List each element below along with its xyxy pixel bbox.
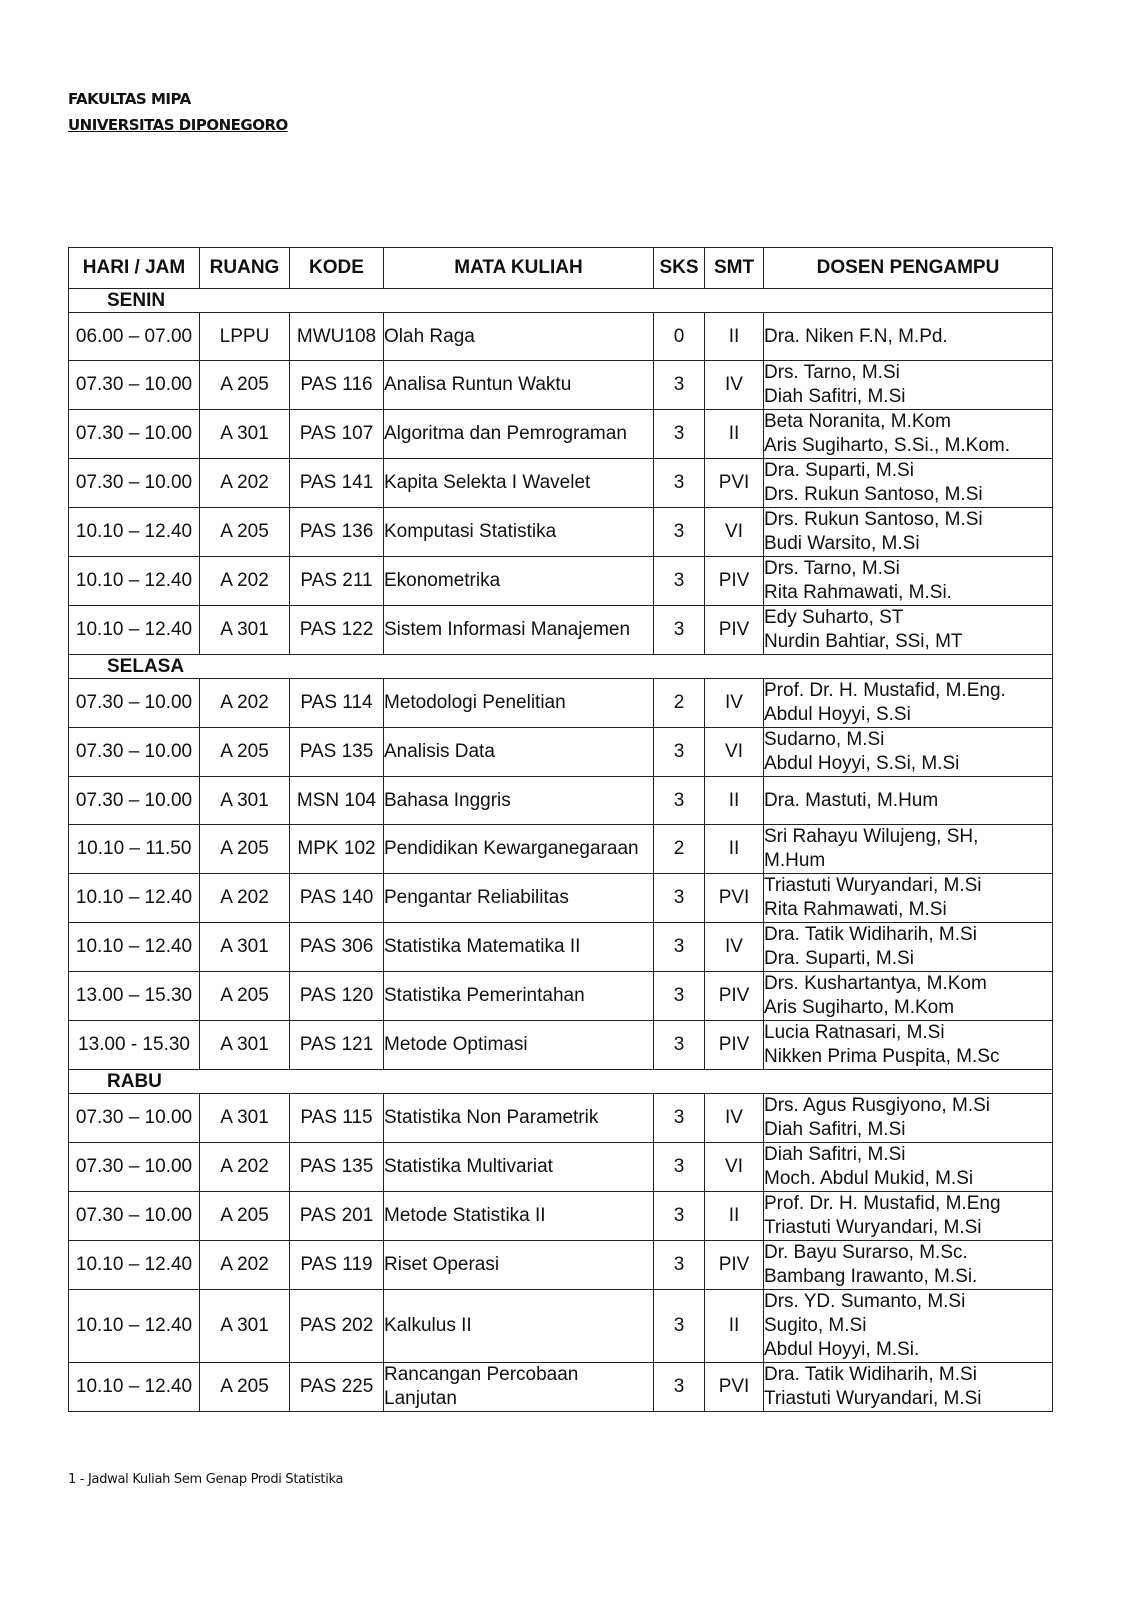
sks-cell: 3 — [654, 557, 705, 606]
lecturer-line: Rita Rahmawati, M.Si. — [764, 582, 952, 603]
time-cell: 07.30 – 10.00 — [69, 1192, 200, 1241]
lecturer-line: Aris Sugiharto, M.Kom — [764, 997, 955, 1018]
room-cell: A 205 — [200, 508, 290, 557]
course-line: Olah Raga — [384, 325, 475, 347]
room-cell: A 205 — [200, 825, 290, 874]
course-cell — [384, 825, 654, 874]
time-cell: 07.30 – 10.00 — [69, 361, 200, 410]
course-line: Algoritma dan Pemrograman — [384, 423, 627, 444]
lecturer-line: Drs. Rukun Santoso, M.Si — [764, 509, 983, 530]
lecturer-cell — [764, 508, 1053, 557]
smt-cell: II — [705, 313, 764, 361]
smt-cell: PIV — [705, 606, 764, 655]
course-cell — [384, 410, 654, 459]
course-line: Metode Statistika II — [384, 1205, 546, 1226]
code-cell: MWU108 — [290, 313, 384, 361]
lecturer-cell — [764, 777, 1053, 825]
col-header-course: MATA KULIAH — [384, 248, 654, 289]
sks-cell: 3 — [654, 1363, 705, 1412]
lecturer-line: Rita Rahmawati, M.Si — [764, 899, 947, 920]
day-label: RABU — [69, 1070, 1053, 1094]
course-cell — [384, 459, 654, 508]
code-cell: PAS 135 — [290, 1143, 384, 1192]
lecturer-cell — [764, 1192, 1053, 1241]
time-cell: 10.10 – 12.40 — [69, 508, 200, 557]
time-cell: 06.00 – 07.00 — [69, 313, 200, 361]
lecturer-cell — [764, 825, 1053, 874]
course-line: Bahasa Inggris — [384, 789, 511, 811]
course-cell — [384, 313, 654, 361]
time-cell: 07.30 – 10.00 — [69, 1143, 200, 1192]
course-cell — [384, 679, 654, 728]
course-line: Metodologi Penelitian — [384, 692, 566, 713]
course-cell — [384, 508, 654, 557]
lecturer-cell — [764, 1363, 1053, 1412]
code-cell: PAS 225 — [290, 1363, 384, 1412]
lecturer-line: Abdul Hoyyi, S.Si, M.Si — [764, 753, 960, 774]
course-cell — [384, 874, 654, 923]
sks-cell: 3 — [654, 874, 705, 923]
lecturer-line: Diah Safitri, M.Si — [764, 1144, 906, 1165]
room-cell: A 205 — [200, 1192, 290, 1241]
room-cell: A 301 — [200, 777, 290, 825]
code-cell: PAS 140 — [290, 874, 384, 923]
day-row — [69, 1070, 1053, 1094]
sks-cell: 3 — [654, 1094, 705, 1143]
table-row — [69, 508, 1053, 557]
code-cell: PAS 119 — [290, 1241, 384, 1290]
col-header-code: KODE — [290, 248, 384, 289]
smt-cell: PVI — [705, 874, 764, 923]
course-cell — [384, 1192, 654, 1241]
lecturer-cell — [764, 361, 1053, 410]
lecturer-line: Drs. Rukun Santoso, M.Si — [764, 484, 983, 505]
sks-cell: 3 — [654, 1192, 705, 1241]
lecturer-line: Dra. Niken F.N, M.Pd. — [764, 325, 948, 347]
faculty-name: FAKULTAS MIPA — [68, 90, 191, 108]
time-cell: 13.00 – 15.30 — [69, 972, 200, 1021]
room-cell: A 202 — [200, 557, 290, 606]
course-line: Statistika Pemerintahan — [384, 985, 585, 1006]
smt-cell: II — [705, 825, 764, 874]
course-line: Analisis Data — [384, 741, 495, 762]
lecturer-line: Drs. Tarno, M.Si — [764, 558, 900, 579]
code-cell: PAS 211 — [290, 557, 384, 606]
document-header — [68, 86, 288, 138]
lecturer-line: Dra. Mastuti, M.Hum — [764, 789, 939, 811]
time-cell: 10.10 – 12.40 — [69, 1290, 200, 1363]
col-header-sks: SKS — [654, 248, 705, 289]
lecturer-line: Sugito, M.Si — [764, 1315, 867, 1336]
smt-cell: IV — [705, 361, 764, 410]
table-row — [69, 1143, 1053, 1192]
table-row — [69, 459, 1053, 508]
course-cell — [384, 1143, 654, 1192]
sks-cell: 3 — [654, 1143, 705, 1192]
course-line: Statistika Matematika II — [384, 936, 581, 957]
course-line: Sistem Informasi Manajemen — [384, 619, 631, 640]
code-cell: MSN 104 — [290, 777, 384, 825]
sks-cell: 3 — [654, 508, 705, 557]
university-name: UNIVERSITAS DIPONEGORO — [68, 116, 288, 134]
lecturer-line: Nurdin Bahtiar, SSi, MT — [764, 631, 963, 652]
lecturer-line: Edy Suharto, ST — [764, 607, 904, 628]
sks-cell: 3 — [654, 1290, 705, 1363]
lecturer-cell — [764, 313, 1053, 361]
day-label: SELASA — [69, 655, 1053, 679]
page-footer: 1 - Jadwal Kuliah Sem Genap Prodi Statistika — [68, 1472, 344, 1487]
room-cell: A 205 — [200, 728, 290, 777]
code-cell: PAS 141 — [290, 459, 384, 508]
lecturer-cell — [764, 972, 1053, 1021]
table-row — [69, 972, 1053, 1021]
time-cell: 10.10 – 12.40 — [69, 606, 200, 655]
table-row — [69, 410, 1053, 459]
course-line: Pendidikan Kewarganegaraan — [384, 838, 639, 859]
col-header-time: HARI / JAM — [69, 248, 200, 289]
lecturer-cell — [764, 1241, 1053, 1290]
lecturer-line: Budi Warsito, M.Si — [764, 533, 920, 554]
lecturer-line: Bambang Irawanto, M.Si. — [764, 1266, 978, 1287]
lecturer-line: Drs. Tarno, M.Si — [764, 362, 900, 383]
col-header-room: RUANG — [200, 248, 290, 289]
room-cell: A 202 — [200, 1241, 290, 1290]
smt-cell: PIV — [705, 557, 764, 606]
room-cell: A 301 — [200, 1290, 290, 1363]
table-row — [69, 874, 1053, 923]
course-line: Kalkulus II — [384, 1315, 472, 1336]
lecturer-line: Sri Rahayu Wilujeng, SH, — [764, 826, 979, 847]
lecturer-cell — [764, 1290, 1053, 1363]
lecturer-line: Dra. Suparti, M.Si — [764, 460, 914, 481]
sks-cell: 3 — [654, 459, 705, 508]
course-cell — [384, 557, 654, 606]
smt-cell: IV — [705, 679, 764, 728]
time-cell: 07.30 – 10.00 — [69, 679, 200, 728]
course-cell — [384, 777, 654, 825]
sks-cell: 3 — [654, 1241, 705, 1290]
time-cell: 10.10 – 12.40 — [69, 557, 200, 606]
course-line: Riset Operasi — [384, 1254, 500, 1275]
course-line: Ekonometrika — [384, 570, 501, 591]
code-cell: PAS 114 — [290, 679, 384, 728]
table-row — [69, 1094, 1053, 1143]
course-cell — [384, 1021, 654, 1070]
table-row — [69, 557, 1053, 606]
course-cell — [384, 606, 654, 655]
table-row — [69, 777, 1053, 825]
lecturer-line: Moch. Abdul Mukid, M.Si — [764, 1168, 974, 1189]
lecturer-line: Prof. Dr. H. Mustafid, M.Eng — [764, 1193, 1001, 1214]
time-cell: 13.00 - 15.30 — [69, 1021, 200, 1070]
lecturer-line: Beta Noranita, M.Kom — [764, 411, 951, 432]
lecturer-cell — [764, 728, 1053, 777]
lecturer-line: Triastuti Wuryandari, M.Si — [764, 1388, 982, 1409]
table-row — [69, 1290, 1053, 1363]
lecturer-cell — [764, 557, 1053, 606]
room-cell: A 202 — [200, 459, 290, 508]
table-row — [69, 606, 1053, 655]
sks-cell: 3 — [654, 728, 705, 777]
room-cell: LPPU — [200, 313, 290, 361]
code-cell: PAS 306 — [290, 923, 384, 972]
lecturer-line: Drs. Kushartantya, M.Kom — [764, 973, 987, 994]
code-cell: PAS 115 — [290, 1094, 384, 1143]
lecturer-line: Prof. Dr. H. Mustafid, M.Eng. — [764, 680, 1006, 701]
lecturer-line: Diah Safitri, M.Si — [764, 386, 906, 407]
course-line: Statistika Non Parametrik — [384, 1107, 599, 1128]
lecturer-cell — [764, 679, 1053, 728]
course-cell — [384, 1290, 654, 1363]
lecturer-line: Diah Safitri, M.Si — [764, 1119, 906, 1140]
time-cell: 07.30 – 10.00 — [69, 410, 200, 459]
day-row — [69, 289, 1053, 313]
col-header-smt: SMT — [705, 248, 764, 289]
course-cell — [384, 1094, 654, 1143]
lecturer-line: Aris Sugiharto, S.Si., M.Kom. — [764, 435, 1011, 456]
table-row — [69, 1363, 1053, 1412]
lecturer-cell — [764, 1094, 1053, 1143]
course-line: Lanjutan — [384, 1388, 457, 1409]
room-cell: A 301 — [200, 923, 290, 972]
smt-cell: II — [705, 410, 764, 459]
sks-cell: 3 — [654, 972, 705, 1021]
room-cell: A 301 — [200, 1094, 290, 1143]
lecturer-line: Triastuti Wuryandari, M.Si — [764, 1217, 982, 1238]
smt-cell: PIV — [705, 972, 764, 1021]
time-cell: 07.30 – 10.00 — [69, 777, 200, 825]
table-row — [69, 923, 1053, 972]
smt-cell: VI — [705, 728, 764, 777]
lecturer-cell — [764, 1143, 1053, 1192]
room-cell: A 205 — [200, 361, 290, 410]
sks-cell: 3 — [654, 923, 705, 972]
course-cell — [384, 361, 654, 410]
code-cell: PAS 122 — [290, 606, 384, 655]
code-cell: MPK 102 — [290, 825, 384, 874]
room-cell: A 205 — [200, 972, 290, 1021]
lecturer-line: Dra. Tatik Widiharih, M.Si — [764, 1364, 977, 1385]
lecturer-line: Dra. Tatik Widiharih, M.Si — [764, 924, 977, 945]
smt-cell: VI — [705, 508, 764, 557]
course-cell — [384, 972, 654, 1021]
code-cell: PAS 120 — [290, 972, 384, 1021]
room-cell: A 202 — [200, 679, 290, 728]
code-cell: PAS 116 — [290, 361, 384, 410]
sks-cell: 3 — [654, 410, 705, 459]
room-cell: A 301 — [200, 410, 290, 459]
time-cell: 10.10 – 12.40 — [69, 1363, 200, 1412]
lecturer-line: M.Hum — [764, 850, 826, 871]
course-cell — [384, 1241, 654, 1290]
day-row — [69, 655, 1053, 679]
lecturer-line: Abdul Hoyyi, S.Si — [764, 704, 911, 725]
lecturer-cell — [764, 410, 1053, 459]
table-row — [69, 1021, 1053, 1070]
col-header-lecturer: DOSEN PENGAMPU — [764, 248, 1053, 289]
course-cell — [384, 923, 654, 972]
schedule-body — [69, 289, 1053, 1412]
smt-cell: PIV — [705, 1241, 764, 1290]
time-cell: 10.10 – 12.40 — [69, 874, 200, 923]
table-header-row — [69, 248, 1053, 289]
smt-cell: II — [705, 1192, 764, 1241]
lecturer-cell — [764, 1021, 1053, 1070]
lecturer-cell — [764, 874, 1053, 923]
time-cell: 07.30 – 10.00 — [69, 459, 200, 508]
room-cell: A 202 — [200, 874, 290, 923]
table-row — [69, 728, 1053, 777]
code-cell: PAS 201 — [290, 1192, 384, 1241]
table-row — [69, 1192, 1053, 1241]
sks-cell: 3 — [654, 606, 705, 655]
table-row — [69, 313, 1053, 361]
course-line: Pengantar Reliabilitas — [384, 887, 569, 908]
smt-cell: VI — [705, 1143, 764, 1192]
lecturer-line: Dra. Suparti, M.Si — [764, 948, 914, 969]
room-cell: A 301 — [200, 606, 290, 655]
course-line: Metode Optimasi — [384, 1034, 528, 1055]
smt-cell: PIV — [705, 1021, 764, 1070]
table-row — [69, 1241, 1053, 1290]
smt-cell: IV — [705, 923, 764, 972]
time-cell: 07.30 – 10.00 — [69, 1094, 200, 1143]
smt-cell: PVI — [705, 459, 764, 508]
room-cell: A 301 — [200, 1021, 290, 1070]
lecturer-line: Dr. Bayu Surarso, M.Sc. — [764, 1242, 968, 1263]
lecturer-line: Nikken Prima Puspita, M.Sc — [764, 1046, 1000, 1067]
lecturer-line: Triastuti Wuryandari, M.Si — [764, 875, 982, 896]
course-line: Komputasi Statistika — [384, 521, 557, 542]
table-row — [69, 679, 1053, 728]
course-line: Statistika Multivariat — [384, 1156, 553, 1177]
time-cell: 10.10 – 11.50 — [69, 825, 200, 874]
sks-cell: 3 — [654, 777, 705, 825]
course-line: Rancangan Percobaan — [384, 1364, 579, 1385]
time-cell: 10.10 – 12.40 — [69, 1241, 200, 1290]
schedule-table — [68, 247, 1053, 1412]
smt-cell: IV — [705, 1094, 764, 1143]
lecturer-cell — [764, 923, 1053, 972]
table-row — [69, 361, 1053, 410]
sks-cell: 2 — [654, 825, 705, 874]
lecturer-cell — [764, 459, 1053, 508]
sks-cell: 3 — [654, 1021, 705, 1070]
lecturer-line: Abdul Hoyyi, M.Si. — [764, 1339, 920, 1360]
course-line: Kapita Selekta I Wavelet — [384, 472, 591, 493]
day-label: SENIN — [69, 289, 1053, 313]
smt-cell: PVI — [705, 1363, 764, 1412]
time-cell: 10.10 – 12.40 — [69, 923, 200, 972]
sks-cell: 2 — [654, 679, 705, 728]
smt-cell: II — [705, 777, 764, 825]
code-cell: PAS 136 — [290, 508, 384, 557]
smt-cell: II — [705, 1290, 764, 1363]
sks-cell: 0 — [654, 313, 705, 361]
course-line: Analisa Runtun Waktu — [384, 374, 572, 395]
code-cell: PAS 121 — [290, 1021, 384, 1070]
time-cell: 07.30 – 10.00 — [69, 728, 200, 777]
table-row — [69, 825, 1053, 874]
course-cell — [384, 1363, 654, 1412]
course-cell — [384, 728, 654, 777]
room-cell: A 205 — [200, 1363, 290, 1412]
code-cell: PAS 135 — [290, 728, 384, 777]
room-cell: A 202 — [200, 1143, 290, 1192]
lecturer-line: Sudarno, M.Si — [764, 729, 885, 750]
lecturer-cell — [764, 606, 1053, 655]
code-cell: PAS 107 — [290, 410, 384, 459]
sks-cell: 3 — [654, 361, 705, 410]
lecturer-line: Lucia Ratnasari, M.Si — [764, 1022, 945, 1043]
lecturer-line: Drs. Agus Rusgiyono, M.Si — [764, 1095, 990, 1116]
lecturer-line: Drs. YD. Sumanto, M.Si — [764, 1291, 966, 1312]
code-cell: PAS 202 — [290, 1290, 384, 1363]
